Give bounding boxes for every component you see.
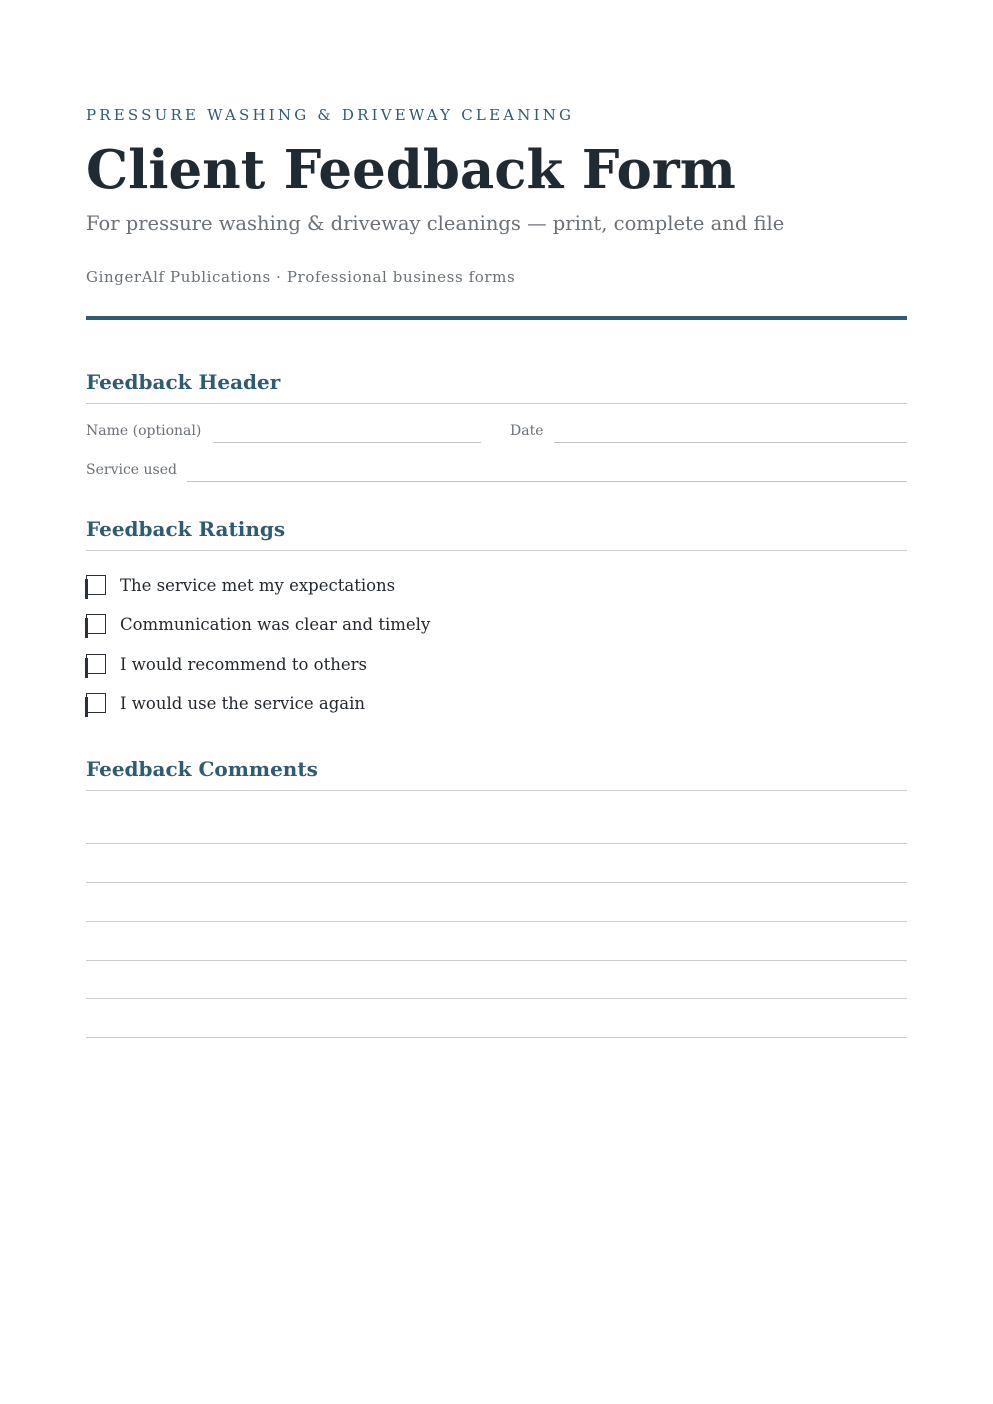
name-field-label: Name (optional) bbox=[86, 423, 202, 439]
page-subtitle: For pressure washing & driveway cleanings — print, complete and file bbox=[86, 212, 785, 235]
rating-label: I would recommend to others bbox=[120, 654, 367, 674]
publisher-line: GingerAlf Publications · Professional business forms bbox=[86, 268, 516, 286]
comment-line[interactable] bbox=[86, 882, 907, 883]
rating-item bbox=[86, 691, 365, 715]
service-field-label: Service used bbox=[86, 462, 177, 478]
section-title-header: Feedback Header bbox=[86, 370, 281, 394]
checkbox[interactable] bbox=[86, 614, 106, 634]
rating-label: I would use the service again bbox=[120, 693, 366, 713]
date-field[interactable] bbox=[554, 442, 907, 443]
comment-line[interactable] bbox=[86, 960, 907, 961]
service-field[interactable] bbox=[187, 481, 907, 482]
page-title: Client Feedback Form bbox=[86, 139, 736, 201]
section-title-comments: Feedback Comments bbox=[86, 757, 318, 781]
name-field[interactable] bbox=[213, 442, 481, 443]
comment-line[interactable] bbox=[86, 843, 907, 844]
form-eyebrow: PRESSURE WASHING & DRIVEWAY CLEANING bbox=[86, 106, 575, 124]
header-divider bbox=[86, 316, 907, 320]
date-field-label: Date bbox=[510, 423, 544, 439]
rating-label: Communication was clear and timely bbox=[120, 614, 431, 634]
comment-line[interactable] bbox=[86, 921, 907, 922]
section-title-ratings: Feedback Ratings bbox=[86, 517, 286, 541]
rating-item bbox=[86, 652, 367, 676]
section-divider bbox=[86, 550, 907, 551]
rating-item bbox=[86, 573, 395, 597]
checkbox[interactable] bbox=[86, 575, 106, 595]
comment-line[interactable] bbox=[86, 998, 907, 999]
comment-line[interactable] bbox=[86, 1037, 907, 1038]
rating-label: The service met my expectations bbox=[120, 575, 396, 595]
section-divider bbox=[86, 790, 907, 791]
checkbox[interactable] bbox=[86, 693, 106, 713]
section-divider bbox=[86, 403, 907, 404]
rating-item bbox=[86, 612, 430, 636]
checkbox[interactable] bbox=[86, 654, 106, 674]
